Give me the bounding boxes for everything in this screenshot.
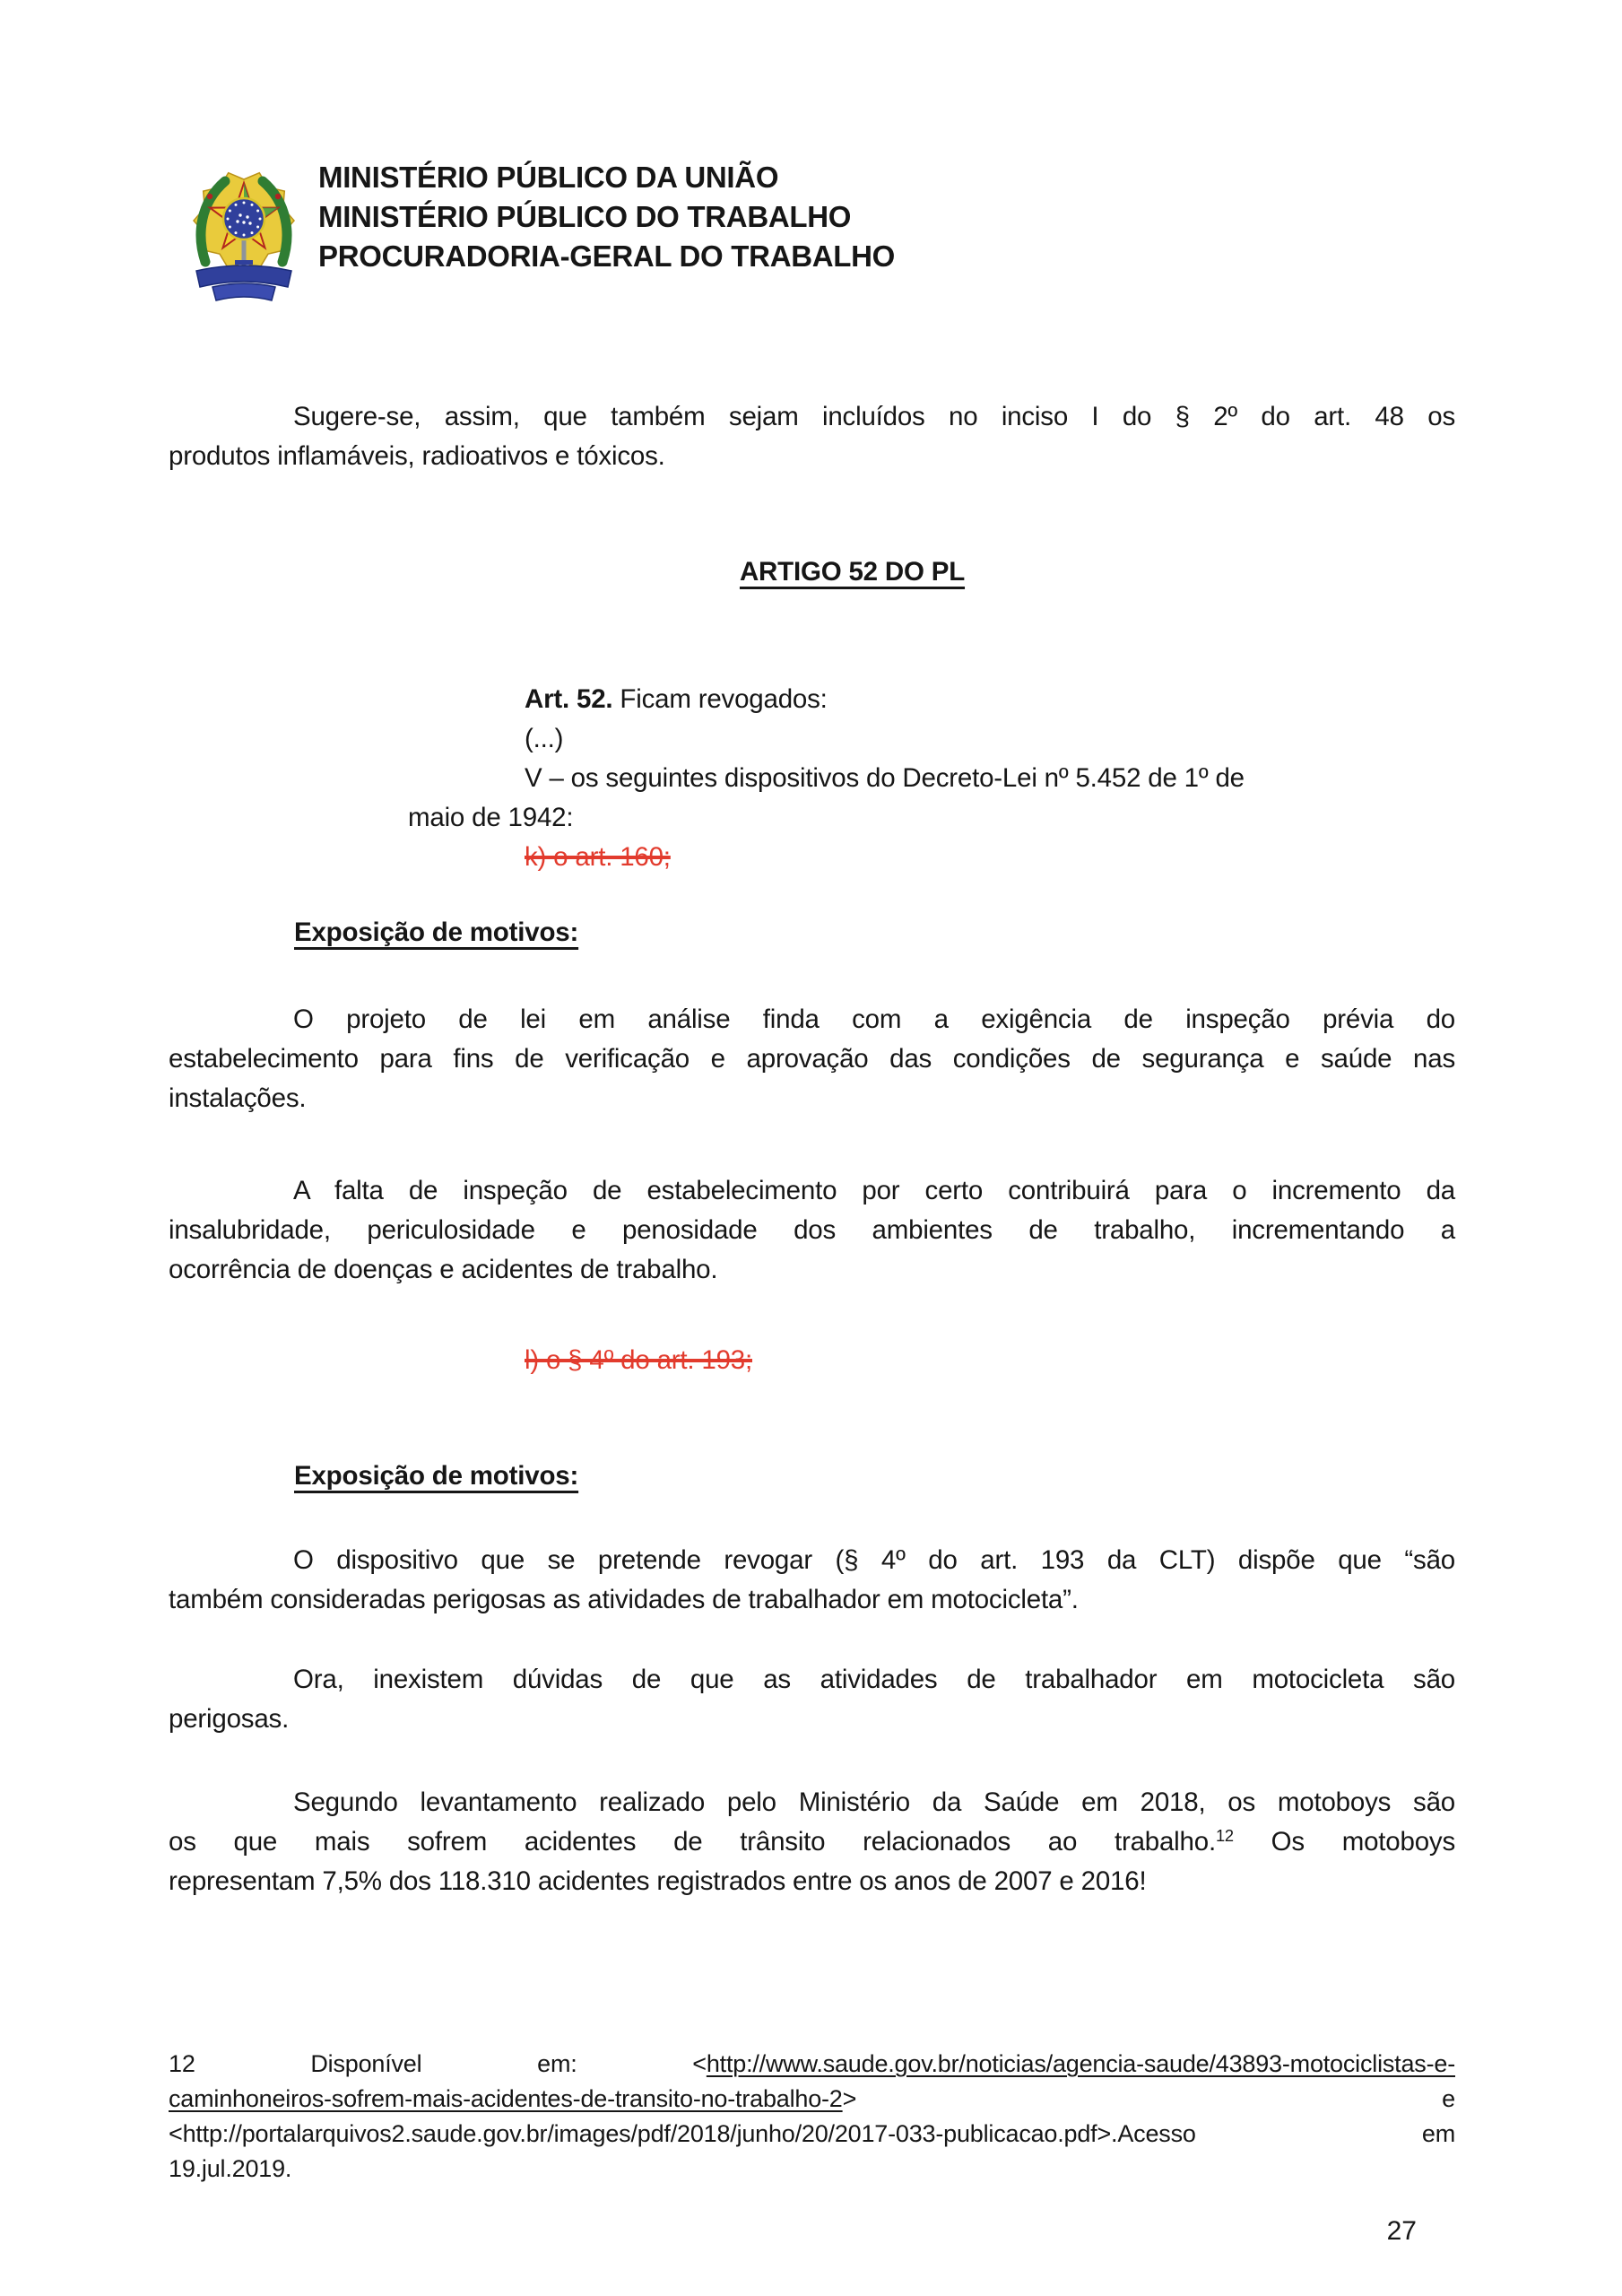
paragraph-line: A falta de inspeção de estabelecimento por certo contribuirá para o incremento da	[293, 1176, 1455, 1205]
motives-heading-1	[169, 913, 1581, 952]
paragraph-line: O projeto de lei em análise finda com a exigência de inspeção prévia do	[293, 1004, 1455, 1034]
footnote-12	[169, 2047, 1455, 2187]
quote-line-art52	[525, 680, 1455, 719]
footnote-reference-12[interactable]: 12	[1215, 1826, 1234, 1845]
wreath-berry	[207, 194, 213, 199]
footnote-line: 19.jul.2019.	[169, 2155, 292, 2182]
motives-heading-2	[169, 1457, 1581, 1496]
deleted-item-l: l) o § 4º do art. 193;	[525, 1345, 752, 1375]
org-line-3: PROCURADORIA-GERAL DO TRABALHO	[318, 239, 896, 273]
paragraph-line: insalubridade, periculosidade e penosidade dos ambientes de trabalho, incrementando a	[169, 1215, 1455, 1245]
paragraph-device	[169, 1541, 1455, 1620]
paragraph-line: Sugere-se, assim, que também sejam incluídos no inciso I do § 2º do art. 48 os	[293, 402, 1455, 431]
paragraph-suggestion	[169, 397, 1455, 476]
ribbon-bottom	[213, 283, 275, 300]
quote-line-item-v-cont: maio de 1942:	[408, 803, 574, 832]
footnote-connector: e	[1442, 2085, 1455, 2112]
footnote-bracket-open: <	[692, 2050, 707, 2077]
paragraph-line: Ora, inexistem dúvidas de que as atividades de trabalhador em motocicleta são	[293, 1665, 1455, 1694]
quote-line-ellipsis: (...)	[525, 724, 564, 753]
survey-line2-text: os que mais sofrem acidentes de trânsito relacionados ao trabalho.	[169, 1827, 1216, 1857]
law-quote-block	[169, 680, 1455, 877]
deleted-item-l-row	[169, 1341, 1455, 1380]
paragraph-survey	[169, 1783, 1455, 1901]
header-org-block	[318, 158, 895, 276]
section-title	[169, 552, 1455, 592]
celestial-globe	[223, 198, 265, 239]
paragraph-project	[169, 1000, 1455, 1118]
deleted-item-k: k) o art. 160;	[525, 842, 671, 872]
wreath-berry	[275, 194, 281, 199]
paragraph-line: também consideradas perigosas as atividades de trabalhador em motocicleta”.	[169, 1585, 1079, 1614]
page-number: 27	[1386, 2216, 1417, 2246]
paragraph-line: ocorrência de doenças e acidentes de trabalho.	[169, 1255, 718, 1284]
paragraph-line: Segundo levantamento realizado pelo Ministério da Saúde em 2018, os motoboys são	[293, 1787, 1455, 1817]
sword-guard	[235, 260, 253, 265]
footnote-line	[169, 2047, 1455, 2082]
quote-art-text: Ficam revogados:	[620, 684, 828, 714]
paragraph-line	[169, 1822, 1455, 1862]
org-line-1: MINISTÉRIO PÚBLICO DA UNIÃO	[318, 161, 779, 194]
org-line-2: MINISTÉRIO PÚBLICO DO TRABALHO	[318, 200, 852, 233]
footnote-link-saude-cont[interactable]: caminhoneiros-sofrem-mais-acidentes-de-transito-no-trabalho-2	[169, 2085, 843, 2112]
paragraph-line: O dispositivo que se pretende revogar (§ 4º do art. 193 da CLT) dispõe que “são	[293, 1545, 1455, 1575]
survey-line2-rest: Os motoboys	[1271, 1827, 1456, 1857]
paragraph-line: produtos inflamáveis, radioativos e tóxicos.	[169, 441, 665, 471]
paragraph-line: instalações.	[169, 1083, 307, 1113]
paragraph-line: perigosas.	[169, 1704, 290, 1734]
paragraph-line: estabelecimento para fins de verificação e aprovação das condições de segurança e saúde nas	[169, 1044, 1455, 1074]
quote-line-item-v: V – os seguintes dispositivos do Decreto-Lei nº 5.452 de 1º de	[525, 763, 1245, 793]
paragraph-ora	[169, 1660, 1455, 1739]
footnote-label: Disponível em:	[310, 2050, 577, 2077]
brazil-coat-of-arms-icon	[191, 155, 297, 314]
footnote-number: 12	[169, 2050, 195, 2077]
footnote-link-saude[interactable]: http://www.saude.gov.br/noticias/agencia-saude/43893-motociclistas-e-	[706, 2050, 1455, 2077]
quote-art-label: Art. 52.	[525, 684, 613, 714]
motives-heading-text: Exposição de motivos:	[294, 1461, 579, 1491]
motives-heading-text: Exposição de motivos:	[294, 918, 579, 947]
paragraph-inspection	[169, 1171, 1455, 1290]
footnote-line	[169, 2082, 1455, 2117]
paragraph-line: representam 7,5% dos 118.310 acidentes registrados entre os anos de 2007 e 2016!	[169, 1866, 1147, 1896]
section-title-text: ARTIGO 52 DO PL	[739, 557, 966, 587]
footnote-line: <http://portalarquivos2.saude.gov.br/images/pdf/2018/junho/20/2017-033-publicacao.pdf>.Acesso em	[169, 2120, 1455, 2147]
footnote-bracket-close: >	[842, 2085, 857, 2112]
